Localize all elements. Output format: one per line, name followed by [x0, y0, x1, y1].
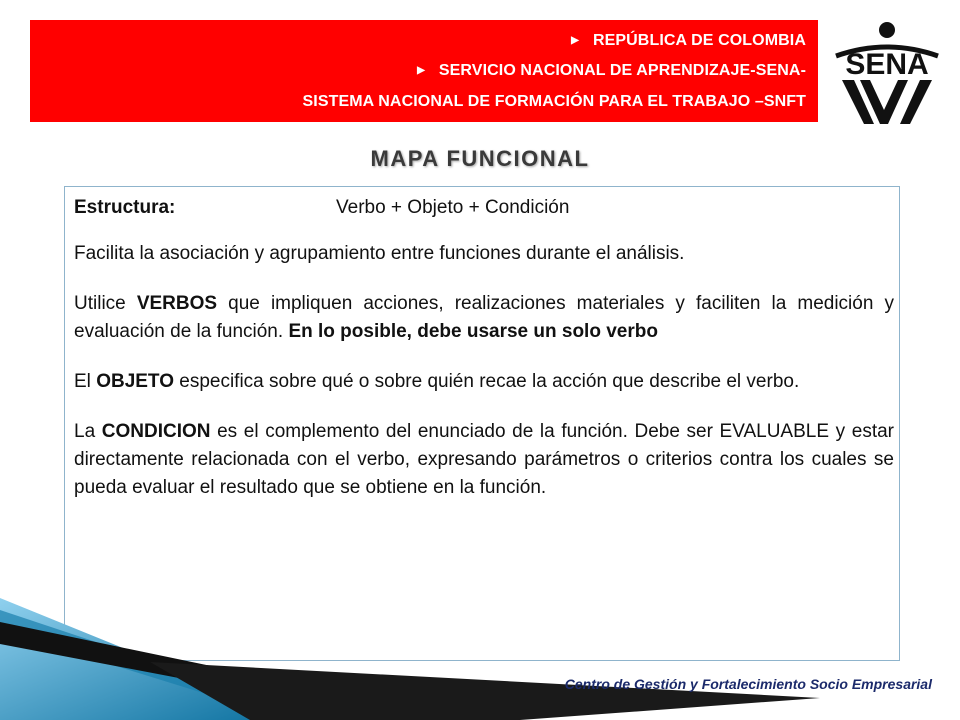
logo-text: SENA: [845, 48, 929, 81]
text-span: La: [74, 421, 102, 442]
header-line-republica: [571, 32, 806, 50]
arrow-bullet-icon: ▶: [571, 35, 579, 46]
header-line-text: SISTEMA NACIONAL DE FORMACIÓN PARA EL TRABAJO –SNFT: [302, 93, 806, 110]
text-span: El: [74, 371, 97, 392]
paragraph-condicion: [74, 418, 894, 502]
header-banner: [30, 20, 818, 122]
bold-objeto: OBJETO: [96, 371, 174, 392]
estructura-value: Verbo + Objeto + Condición: [336, 197, 570, 218]
text-span: Utilice: [74, 293, 137, 314]
estructura-line: [74, 194, 894, 222]
page-title: MAPA FUNCIONAL: [370, 146, 590, 171]
arrow-bullet-icon: ▶: [417, 65, 425, 76]
bold-condicion: CONDICION: [101, 421, 211, 442]
estructura-label: Estructura:: [74, 197, 176, 218]
footer-caption: Centro de Gestión y Fortalecimiento Socio Empresarial: [564, 676, 932, 692]
header-line-text: SERVICIO NACIONAL DE APRENDIZAJE-SENA-: [438, 62, 806, 79]
text-span: especifica sobre qué o sobre quién recae la acción que describe el verbo.: [173, 371, 800, 392]
text-span: es el complemento del enunciado de la función. Debe ser EVALUABLE y estar directamente relacionada con el verbo, expresando parámetros o criterios contra los cuales se pueda evaluar el resultado que se obtiene en la función.: [74, 421, 894, 498]
sena-logo-icon: [828, 18, 946, 130]
bold-solo-verbo: En lo posible, debe usarse un solo verbo: [288, 321, 658, 342]
decorative-swoosh: [0, 570, 960, 720]
header-line-text: REPÚBLICA DE COLOMBIA: [592, 32, 806, 49]
header-line-snft: [303, 93, 807, 111]
header-line-sena: [417, 62, 806, 80]
content-body: [74, 194, 894, 524]
paragraph-verbos: [74, 290, 894, 346]
paragraph-asociacion: Facilita la asociación y agrupamiento entre funciones durante el análisis.: [74, 243, 685, 264]
bold-verbos: VERBOS: [136, 293, 218, 314]
text-span: que impliquen acciones, realizaciones materiales y faciliten la medición y evaluación de la función.: [74, 293, 894, 342]
paragraph-objeto: [74, 368, 894, 396]
